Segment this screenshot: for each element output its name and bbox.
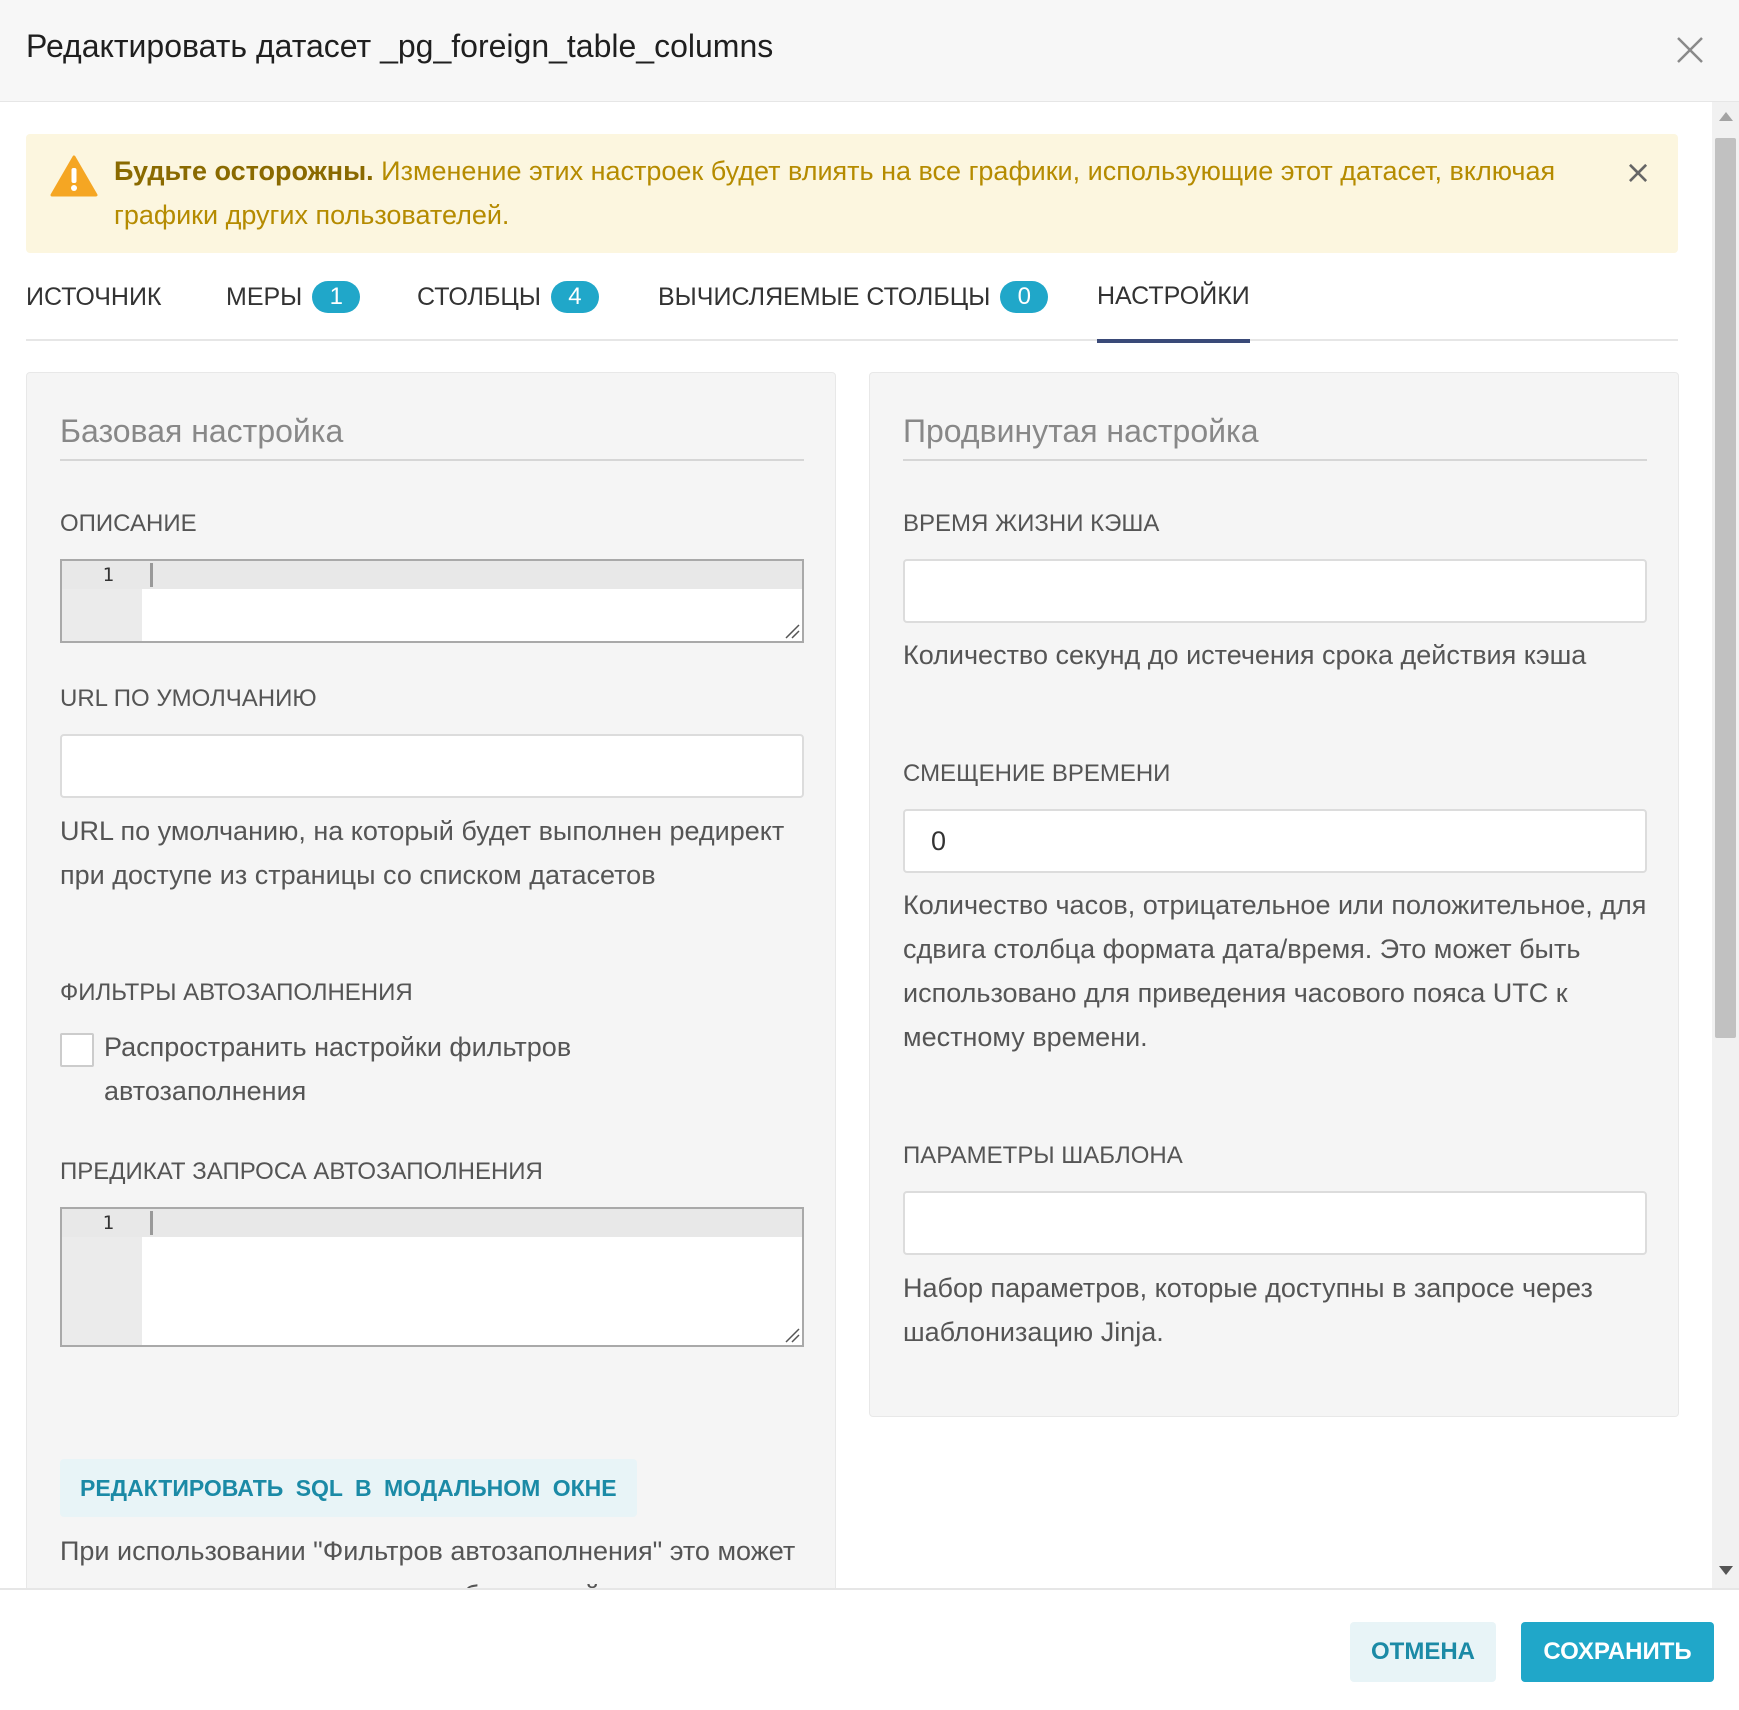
- default-url-label: URL ПО УМОЛЧАНИЮ: [60, 685, 317, 712]
- modal-header: [0, 0, 1739, 102]
- tab-metrics[interactable]: [226, 253, 360, 341]
- tab-bar: [26, 253, 1678, 341]
- text-cursor: [150, 563, 153, 587]
- warning-icon: [50, 154, 98, 198]
- cache-timeout-help: Количество секунд до истечения срока действия кэша: [903, 640, 1587, 670]
- text-cursor: [150, 1211, 153, 1235]
- tab-label: НАСТРОЙКИ: [1097, 281, 1250, 310]
- modal-title: Редактировать датасет _pg_foreign_table_columns: [26, 28, 774, 64]
- basic-settings-panel: [26, 372, 836, 1672]
- default-url-help: URL по умолчанию, на который будет выполнен редирект при доступе из страницы со списком датасетов: [60, 816, 785, 890]
- description-editor[interactable]: [60, 559, 804, 643]
- tab-label: МЕРЫ: [226, 282, 303, 311]
- template-params-label: ПАРАМЕТРЫ ШАБЛОНА: [903, 1142, 1183, 1169]
- time-offset-input[interactable]: [903, 809, 1647, 873]
- time-offset-help: Количество часов, отрицательное или положительное, для сдвига столбца формата дата/время. Это может быть использовано для приведения часового пояса UTC к местному времени.: [903, 890, 1647, 1052]
- tab-calculated-columns[interactable]: [658, 253, 1048, 341]
- tab-label: ИСТОЧНИК: [26, 282, 162, 311]
- count-badge: 1: [312, 281, 360, 313]
- editor-active-line: [62, 1209, 802, 1237]
- cache-timeout-input[interactable]: [903, 559, 1647, 623]
- tab-label: ВЫЧИСЛЯЕМЫЕ СТОЛБЦЫ: [658, 282, 991, 311]
- alert-message: [114, 149, 1584, 237]
- cache-timeout-label: ВРЕМЯ ЖИЗНИ КЭША: [903, 510, 1160, 537]
- alert-body-text: Изменение этих настроек будет влиять на все графики, использующие этот датасет, включая графики других пользователей.: [114, 156, 1556, 230]
- autocomplete-filters-checkbox-label[interactable]: Распространить настройки фильтров автозаполнения: [104, 1032, 572, 1106]
- description-label: ОПИСАНИЕ: [60, 510, 197, 537]
- modal-body: [0, 102, 1739, 1588]
- scroll-thumb[interactable]: [1715, 138, 1736, 1038]
- editor-active-line: [62, 561, 802, 589]
- resize-grip-icon[interactable]: [784, 623, 800, 639]
- vertical-scrollbar[interactable]: [1712, 102, 1739, 1588]
- advanced-settings-panel: [869, 372, 1679, 1417]
- default-url-input[interactable]: [60, 734, 804, 798]
- cancel-button[interactable]: ОТМЕНА: [1350, 1622, 1496, 1682]
- predicate-help: При использовании "Фильтров автозаполнения" это может: [60, 1536, 796, 1566]
- alert-close-icon[interactable]: ×: [1624, 153, 1652, 191]
- save-button[interactable]: СОХРАНИТЬ: [1521, 1622, 1714, 1682]
- warning-alert: [26, 134, 1678, 253]
- advanced-section-title: Продвинутая настройка: [903, 411, 1647, 461]
- modal-footer: [0, 1588, 1739, 1710]
- tab-label: СТОЛБЦЫ: [417, 282, 541, 311]
- line-number: 1: [102, 1212, 114, 1234]
- tab-columns[interactable]: [417, 253, 599, 341]
- count-badge: 4: [551, 281, 599, 313]
- template-params-input[interactable]: [903, 1191, 1647, 1255]
- resize-grip-icon[interactable]: [784, 1327, 800, 1343]
- edit-sql-modal-button[interactable]: РЕДАКТИРОВАТЬ SQL В МОДАЛЬНОМ ОКНЕ: [60, 1459, 637, 1517]
- scroll-down-icon[interactable]: [1719, 1566, 1733, 1575]
- tab-source[interactable]: [26, 253, 162, 341]
- autocomplete-filters-label: ФИЛЬТРЫ АВТОЗАПОЛНЕНИЯ: [60, 979, 413, 1006]
- line-number: 1: [102, 564, 114, 586]
- time-offset-label: СМЕЩЕНИЕ ВРЕМЕНИ: [903, 760, 1171, 787]
- count-badge: 0: [1000, 281, 1048, 313]
- tab-settings[interactable]: [1097, 253, 1250, 343]
- autocomplete-predicate-label: ПРЕДИКАТ ЗАПРОСА АВТОЗАПОЛНЕНИЯ: [60, 1158, 543, 1185]
- autocomplete-filters-checkbox[interactable]: [60, 1033, 94, 1067]
- close-icon[interactable]: [1670, 30, 1710, 70]
- predicate-editor[interactable]: [60, 1207, 804, 1347]
- alert-strong-text: Будьте осторожны.: [114, 156, 374, 186]
- scroll-up-icon[interactable]: [1719, 112, 1733, 121]
- template-params-help: Набор параметров, которые доступны в запросе через шаблонизацию Jinja.: [903, 1273, 1593, 1347]
- basic-section-title: Базовая настройка: [60, 411, 804, 461]
